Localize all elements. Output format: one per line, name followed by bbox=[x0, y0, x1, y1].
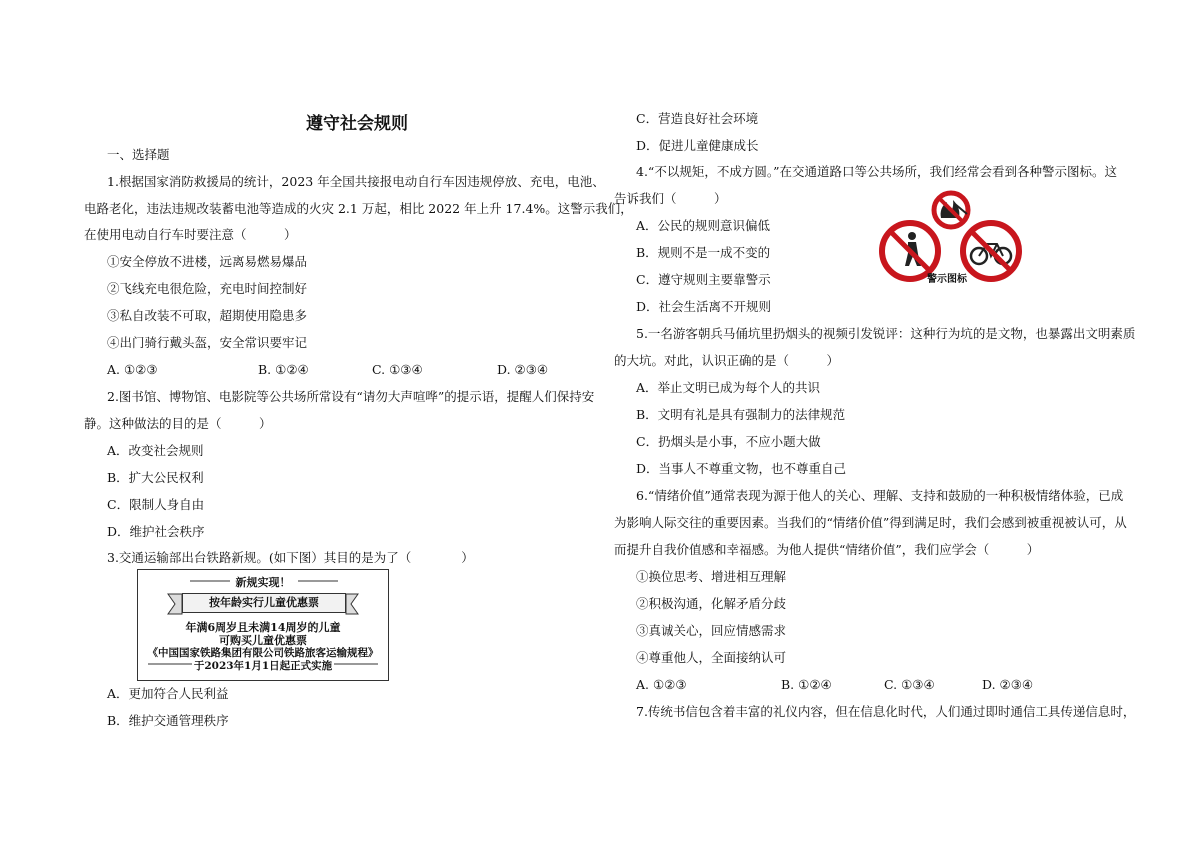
q1-item-1: ①安全停放不进楼，远离易燃易爆品 bbox=[107, 254, 308, 269]
q6-option-b: B. ①②④ bbox=[781, 677, 832, 692]
railway-notice-image bbox=[137, 569, 389, 681]
q3-option-c: C．营造良好社会环境 bbox=[636, 111, 759, 126]
q6-item-1: ①换位思考、增进相互理解 bbox=[636, 569, 787, 584]
q4-option-b: B．规则不是一成不变的 bbox=[636, 245, 771, 260]
page-title: 遵守社会规则 bbox=[306, 114, 408, 134]
q6-item-2: ②积极沟通，化解矛盾分歧 bbox=[636, 596, 787, 611]
q6-line1: 6.“情绪价值”通常表现为源于他人的关心、理解、支持和鼓励的一种积极情绪体验，已成 bbox=[636, 488, 1124, 503]
q6-line2: 为影响人际交往的重要因素。当我们的“情绪价值”得到满足时，我们会感到被重视被认可，从 bbox=[614, 515, 1127, 530]
q1-item-2: ②飞线充电很危险，充电时间控制好 bbox=[107, 281, 308, 296]
q6-option-a: A. ①②③ bbox=[636, 677, 687, 692]
q2-line2: 静。这种做法的目的是（ ） bbox=[84, 416, 272, 431]
q3-option-b: B．维护交通管理秩序 bbox=[107, 713, 229, 728]
q2-option-c: C．限制人身自由 bbox=[107, 497, 205, 512]
q4-option-a: A．公民的规则意识偏低 bbox=[636, 218, 771, 233]
q6-item-3: ③真诚关心，回应情感需求 bbox=[636, 623, 787, 638]
q2-line1: 2.图书馆、博物馆、电影院等公共场所常设有“请勿大声喧哗”的提示语，提醒人们保持安 bbox=[107, 389, 595, 404]
q4-line1: 4.“不以规矩，不成方圆。”在交通道路口等公共场所，我们经常会看到各种警示图标。这 bbox=[636, 164, 1117, 179]
q4-option-c: C．遵守规则主要靠警示 bbox=[636, 272, 771, 287]
q5-option-a: A．举止文明已成为每个人的共识 bbox=[636, 380, 821, 395]
q5-line1: 5.一名游客朝兵马俑坑里扔烟头的视频引发锐评：这种行为坑的是文物，也暴露出文明素质 bbox=[636, 326, 1136, 341]
q1-item-4: ④出门骑行戴头盔，安全常识要牢记 bbox=[107, 335, 308, 350]
q3-option-d: D．促进儿童健康成长 bbox=[636, 138, 759, 153]
q1-option-c: C. ①③④ bbox=[372, 362, 423, 377]
q5-option-b: B．文明有礼是具有强制力的法律规范 bbox=[636, 407, 846, 422]
q7-line1: 7.传统书信包含着丰富的礼仪内容，但在信息化时代，人们通过即时通信工具传递信息时， bbox=[636, 704, 1136, 719]
q3-option-a: A．更加符合人民利益 bbox=[107, 686, 229, 701]
q3-line1: 3.交通运输部出台铁路新规。(如下图）其目的是为了（ ） bbox=[107, 550, 474, 565]
q6-option-c: C. ①③④ bbox=[884, 677, 935, 692]
q5-option-c: C．扔烟头是小事，不应小题大做 bbox=[636, 434, 821, 449]
q4-line2: 告诉我们（ ） bbox=[614, 191, 727, 206]
notice-banner: 按年龄实行儿童优惠票 bbox=[182, 593, 346, 613]
q6-line3: 而提升自我价值感和幸福感。为他人提供“情绪价值”，我们应学会（ ） bbox=[614, 542, 1040, 557]
q1-option-b: B. ①②④ bbox=[258, 362, 309, 377]
q4-option-d: D．社会生活离不开规则 bbox=[636, 299, 772, 314]
notice-line-2: 可购买儿童优惠票 bbox=[219, 634, 307, 647]
notice-line-4: 于2023年1月1日起正式实施 bbox=[193, 660, 333, 672]
q1-option-d: D. ②③④ bbox=[497, 362, 549, 377]
signs-caption: 警示图标 bbox=[927, 274, 967, 285]
notice-line-3: 《中国国家铁路集团有限公司铁路旅客运输规程》 bbox=[147, 647, 379, 659]
q6-item-4: ④尊重他人，全面接纳认可 bbox=[636, 650, 787, 665]
q1-item-3: ③私自改装不可取，超期使用隐患多 bbox=[107, 308, 308, 323]
q2-option-b: B．扩大公民权利 bbox=[107, 470, 204, 485]
q6-option-d: D. ②③④ bbox=[982, 677, 1034, 692]
q1-line3: 在使用电动自行车时要注意（ ） bbox=[84, 227, 297, 242]
q2-option-d: D．维护社会秩序 bbox=[107, 524, 205, 539]
warning-signs-image bbox=[875, 190, 1030, 285]
q1-line2: 电路老化，违法违规改装蓄电池等造成的火灾 2.1 万起，相比 2022 年上升 17.4%。这警示我们， bbox=[84, 201, 633, 216]
q1-line1: 1.根据国家消防救援局的统计，2023 年全国共接报电动自行车因违规停放、充电，电池、 bbox=[107, 174, 605, 189]
section-heading: 一、选择题 bbox=[107, 147, 170, 162]
q5-option-d: D．当事人不尊重文物，也不尊重自己 bbox=[636, 461, 847, 476]
q1-option-a: A. ①②③ bbox=[107, 362, 158, 377]
q5-line2: 的大坑。对此，认识正确的是（ ） bbox=[614, 353, 840, 368]
notice-line-1: 年满6周岁且未满14周岁的儿童 bbox=[185, 621, 341, 634]
q2-option-a: A．改变社会规则 bbox=[107, 443, 204, 458]
notice-head: 新规实现！ bbox=[235, 576, 291, 589]
